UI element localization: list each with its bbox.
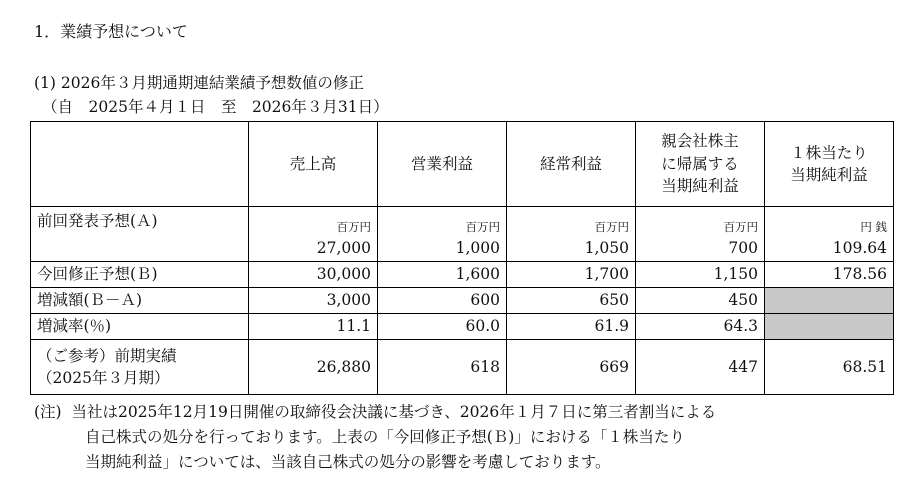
header-line: に帰属する [661,154,739,173]
table-row-change-amount [31,288,894,314]
row-label [31,340,249,395]
cell-value: 1,050 [584,239,629,258]
table-cell: 1,600 [378,262,507,288]
header-ordinary-profit [507,122,636,207]
cell-value: 700 [728,239,758,258]
footnote-marker: (注) [34,403,62,421]
subsection-title: (1) 2026年３月期通期連結業績予想数値の修正 [34,74,364,92]
header-line: 親会社株主 [661,132,739,151]
section-heading: 1．業績予想について [34,22,188,41]
row-label: 増減額(Ｂ－Ａ) [31,288,249,314]
table-cell: 600 [378,288,507,314]
table-row-previous-forecast [31,207,894,262]
table-cell: 1,150 [636,262,765,288]
header-eps [765,122,894,207]
header-blank-cell [31,122,249,207]
footnote-line: 自己株式の処分を行っております。上表の「今回修正予想(Ｂ)」における「１株当たり [85,428,685,446]
unit-label: 百万円 [723,219,758,234]
footnote-text: 当社は2025年12月19日開催の取締役会決議に基づき、2026年１月７日に第三者割当による [71,403,717,421]
header-line: 売上高 [289,154,337,173]
table-cell: 61.9 [507,314,636,340]
row-label-line: （2025年３月期） [37,368,170,387]
table-cell [249,207,378,262]
header-operating-profit [378,122,507,207]
footnote-line [34,400,894,425]
table-cell: 60.0 [378,314,507,340]
shaded-empty-cell [765,288,894,314]
table-cell: 447 [636,340,765,395]
table-cell: 650 [507,288,636,314]
cell-value: 27,000 [316,239,371,258]
table-cell: 178.56 [765,262,894,288]
header-line: 当期純利益 [661,177,739,196]
table-cell: 11.1 [249,314,378,340]
footnote-line: 当期純利益」については、当該自己株式の処分の影響を考慮しております。 [85,453,611,471]
table-cell: 450 [636,288,765,314]
table-cell: 1,700 [507,262,636,288]
table-cell [636,207,765,262]
table-header-row [31,122,894,207]
table-cell: 3,000 [249,288,378,314]
table-row-revised-forecast [31,262,894,288]
period-range: （自 2025年４月１日 至 2026年３月31日） [42,98,389,116]
header-line: 当期純利益 [790,166,868,184]
header-net-sales [249,122,378,207]
table-cell: 669 [507,340,636,395]
cell-value: 1,000 [455,239,500,258]
forecast-revision-table [30,121,894,395]
table-cell: 64.3 [636,314,765,340]
table-cell: 26,880 [249,340,378,395]
unit-label: 百万円 [594,219,629,234]
table-cell: 618 [378,340,507,395]
unit-label: 百万円 [336,219,371,234]
row-label-line: （ご参考）前期実績 [37,346,177,365]
header-line: 経常利益 [539,154,602,173]
table-row-prior-year-results [31,340,894,395]
header-line: １株当たり [790,143,868,162]
footnote [34,400,894,475]
row-label: 増減率(％) [31,314,249,340]
table-cell [765,207,894,262]
shaded-empty-cell [765,314,894,340]
table-cell [378,207,507,262]
table-cell [507,207,636,262]
header-net-income-parent [636,122,765,207]
cell-value: 109.64 [832,239,887,258]
table-cell: 68.51 [765,340,894,395]
unit-label: 円 銭 [860,219,887,234]
row-label: 今回修正予想(Ｂ) [31,262,249,288]
table-row-change-rate [31,314,894,340]
table-cell: 30,000 [249,262,378,288]
row-label: 前回発表予想(Ａ) [31,207,249,262]
unit-label: 百万円 [465,219,500,234]
header-line: 営業利益 [410,154,473,173]
